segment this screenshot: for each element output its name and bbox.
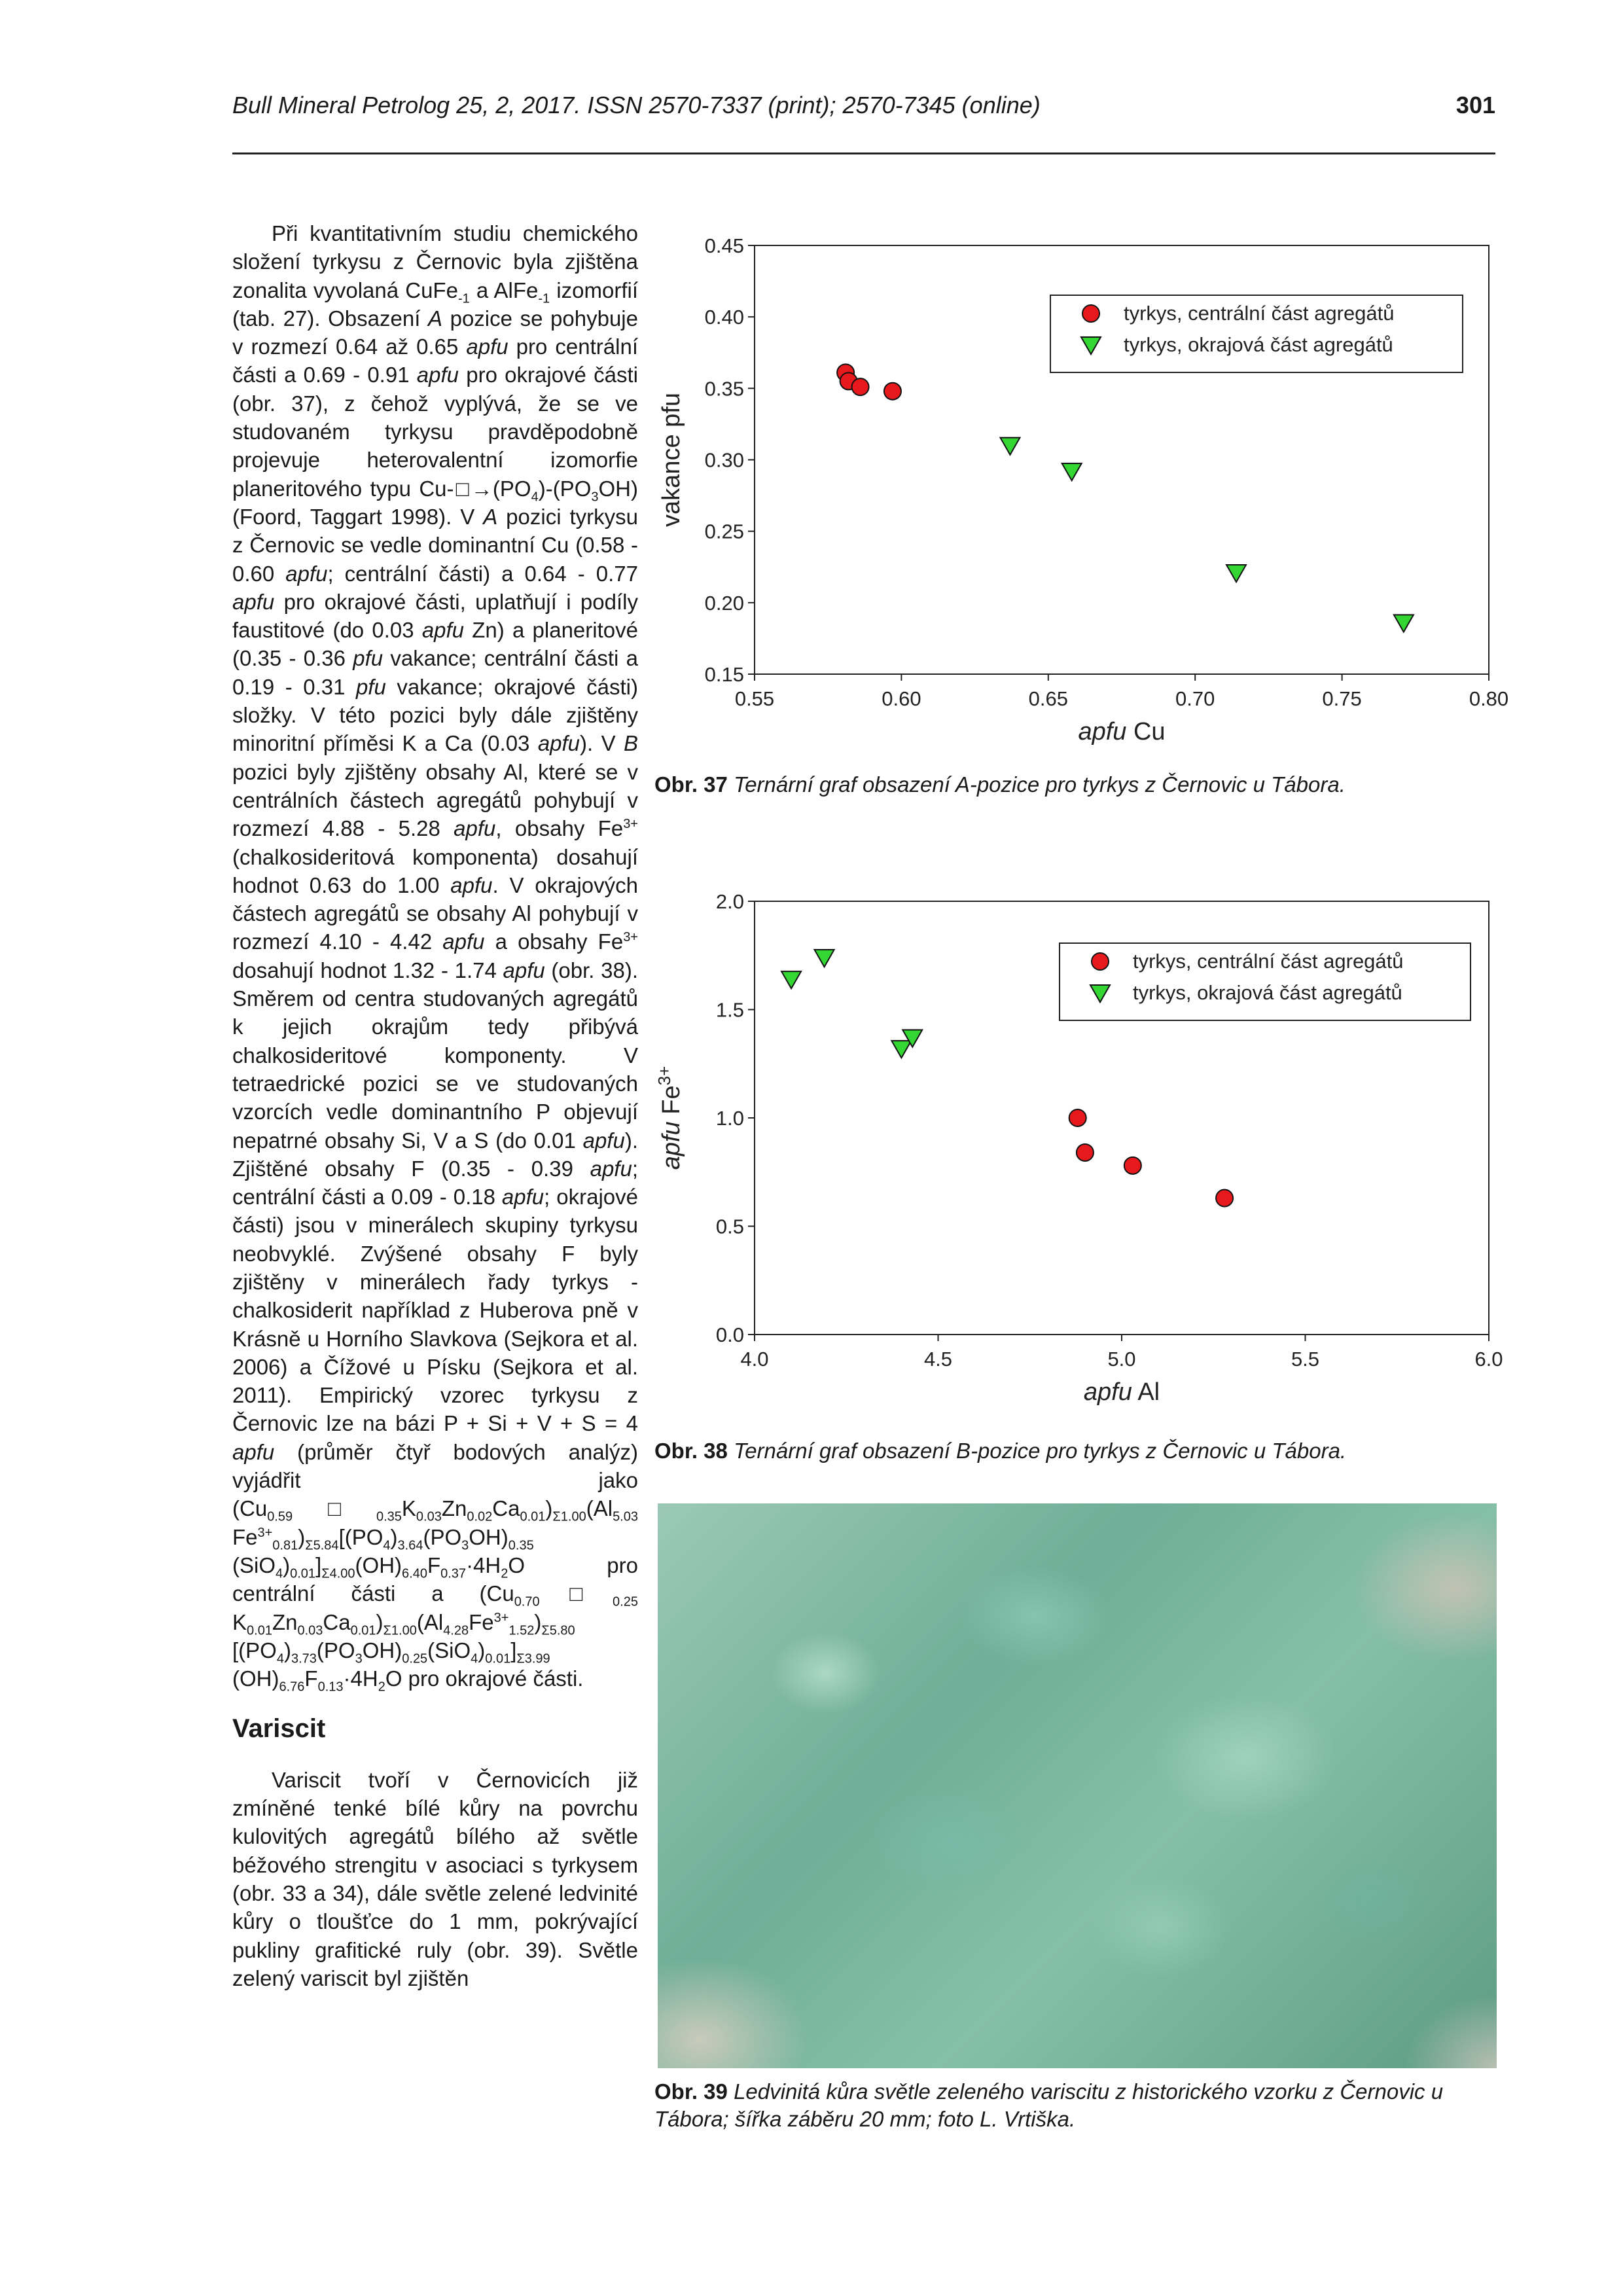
y-tick-label: 0.15: [704, 663, 744, 686]
data-point-central: [1069, 1109, 1086, 1126]
data-point-rim: [1000, 438, 1020, 455]
x-tick-label: 0.80: [1469, 687, 1509, 710]
empirical-formula: $(Cu_{0.59}□_{0.35}K_{0.03}Zn_{0.02}Ca_{0.01})_{\Sigma 1.00}(Al_{5.03}$ $Fe^{3+}_{0.81})_{\Sigma 5.84}[(PO_4)_{3.64}(PO_3OH)_{0.35}$ $(SiO_4)_{0.01}]_{\Sigma 4.00}(OH)_{6.40}F_{0.37}\cdot 4H_2O$ pro centrální části a ($Cu_{0.70}□_{0.25}$ $K_{0.01}Zn_{0.03}Ca_{0.01})_{\Sigma 1.00}(Al_{4.28}Fe^{3+}_{1.52})_{\Sigma 5.80}$ $[(PO_4)_{3.73}(PO_3OH)_{0.25}(SiO_4)_{0.01}]_{\Sigma 3.99}$ $(OH)_{6.76}F_{0.13}\cdot 4H_2O$ pro okrajové části.: [232, 1496, 638, 1695]
legend-label: tyrkys, okrajová část agregátů: [1124, 333, 1393, 356]
y-tick-label: 1.5: [715, 998, 744, 1022]
data-point-central: [852, 378, 869, 395]
legend-label: tyrkys, okrajová část agregátů: [1133, 981, 1402, 1004]
x-tick-label: 0.65: [1028, 687, 1068, 710]
data-point-rim: [1062, 463, 1082, 480]
x-axis-label: apfu Al: [1083, 1378, 1160, 1406]
y-tick-label: 0.20: [704, 591, 744, 615]
y-tick-label: 0.25: [704, 520, 744, 543]
data-point-central: [1124, 1157, 1141, 1174]
header-rule: [232, 152, 1495, 154]
page-header: [232, 92, 1495, 131]
x-tick-label: 6.0: [1474, 1348, 1503, 1371]
x-tick-label: 5.5: [1291, 1348, 1320, 1371]
legend-marker: [1082, 305, 1099, 322]
data-point-rim: [891, 1041, 911, 1058]
x-tick-label: 4.0: [740, 1348, 769, 1371]
data-point-central: [1216, 1189, 1233, 1206]
data-point-rim: [781, 971, 801, 988]
journal-citation: Bull Mineral Petrolog 25, 2, 2017. ISSN 2570-7337 (print); 2570-7345 (online): [232, 92, 1041, 118]
paragraph-variscit: Variscit tvoří v Černovicích již zmíněné tenké bílé kůry na povrchu kulovitých agregátů bílého až světle béžového strengitu v asociaci s tyrkysem (obr. 33 a 34), dále světle zelené ledvinité kůry o tloušťce do 1 mm, pokrývající pukliny grafitické ruly (obr. 39). Světle zelený variscit byl zjištěn: [232, 1767, 638, 1990]
section-title-variscit: Variscit: [232, 1714, 326, 1744]
chart-fig37: [658, 232, 1509, 762]
x-axis-label: apfu Cu: [1078, 718, 1166, 745]
legend-label: tyrkys, centrální část agregátů: [1124, 302, 1395, 325]
y-tick-label: 0.45: [704, 234, 744, 257]
legend-marker: [1092, 953, 1109, 970]
y-tick-label: 0.0: [715, 1323, 744, 1346]
x-tick-label: 4.5: [923, 1348, 953, 1371]
data-point-central: [1077, 1144, 1094, 1161]
chart-fig38: [654, 887, 1503, 1430]
caption-fig39: Obr. 39 Ledvinitá kůra světle zeleného variscitu z historického vzorku z Černovic u Tábora; šířka záběru 20 mm; foto L. Vrtiška.: [654, 2079, 1444, 2131]
data-point-central: [884, 383, 901, 400]
y-tick-label: 0.35: [704, 377, 744, 401]
x-tick-label: 0.55: [734, 687, 775, 710]
x-tick-label: 0.60: [882, 687, 921, 710]
y-tick-label: 1.0: [715, 1107, 744, 1130]
data-point-rim: [815, 950, 834, 967]
y-tick-label: 0.5: [715, 1215, 744, 1238]
x-tick-label: 5.0: [1107, 1348, 1136, 1371]
legend-label: tyrkys, centrální část agregátů: [1133, 950, 1404, 973]
page-number: 301: [1455, 92, 1495, 118]
y-axis-label: apfu $Fe^{3+}$: [654, 1066, 685, 1170]
caption-fig38: Obr. 38 Ternární graf obsazení B-pozice pro tyrkys z Černovic u Tábora.: [654, 1439, 1347, 1463]
y-tick-label: 2.0: [715, 890, 744, 913]
caption-fig37: Obr. 37 Ternární graf obsazení A-pozice pro tyrkys z Černovic u Tábora.: [654, 772, 1346, 797]
paragraph-chemistry: Při kvantitativním studiu chemického složení tyrkysu z Černovic byla zjištěna zonalita vyvolaná CuFe$_{-1}$ a AlFe$_{-1}$ izomorfií (tab. 27). Obsazení A pozice se pohybuje v rozmezí 0.64 až 0.65 apfu pro centrální části a 0.69 - 0.91 apfu pro okrajové části (obr. 37), z čehož vyplývá, že se ve studovaném tyrkysu pravděpodobně projevuje heterovalentní izomorfie planeritového typu $Cu-□\to(PO_4)-(PO_3OH)$ (Foord, Taggart 1998). V A pozici tyrkysu z Černovic se vedle dominantní Cu (0.58 - 0.60 apfu; centrální části) a 0.64 - 0.77 apfu pro okrajové části, uplatňují i podíly faustitové (do 0.03 apfu Zn) a planeritové (0.35 - 0.36 pfu vakance; centrální části a 0.19 - 0.31 pfu vakance; okrajové části) složky. V této pozici byly dále zjištěny minoritní příměsi K a Ca (0.03 apfu). V B pozici byly zjištěny obsahy Al, které se v centrálních částech agregátů pohybují v rozmezí 4.88 - 5.28 apfu, obsahy $Fe^{3+}$ (chalkosideritová komponenta) dosahují hodnot 0.63 do 1.00 apfu. V okrajových částech agregátů se obsahy Al pohybují v rozmezí 4.10 - 4.42 apfu a obsahy $Fe^{3+}$ dosahují hodnot 1.32 - 1.74 apfu (obr. 38). Směrem od centra studovaných agregátů k jejich okrajům tedy přibývá chalkosideritové komponenty. V tetraedrické pozici se ve studovaných vzorcích vedle dominantního P objevují nepatrné obsahy Si, V a S (do 0.01 apfu). Zjištěné obsahy F (0.35 - 0.39 apfu; centrální části a 0.09 - 0.18 apfu; okrajové části) jsou v minerálech skupiny tyrkysu neobvyklé. Zvýšené obsahy F byly zjištěny v minerálech řady tyrkys - chalkosiderit například z Huberova pně v Krásně u Horního Slavkova (Sejkora et al. 2006) a Čížové u Písku (Sejkora et al. 2011). Empirický vzorec tyrkysu z Černovic lze na bázi P + Si + V + S = 4 apfu (průměr čtyř bodových analýz) vyjádřit jako $(Cu_{0.59}□_{0.35}K_{0.03}Zn_{0.02}Ca_{0.01})_{\Sigma 1.00}(Al_{5.03}$ $Fe^{3+}_{0.81})_{\Sigma 5.84}[(PO_4)_{3.64}(PO_3OH)_{0.35}$ $(SiO_4)_{0.01}]_{\Sigma 4.00}(OH)_{6.40}F_{0.37}\cdot 4H_2O$ pro centrální části a ($Cu_{0.70}□_{0.25}$ $K_{0.01}Zn_{0.03}Ca_{0.01})_{\Sigma 1.00}(Al_{4.28}Fe^{3+}_{1.52})_{\Sigma 5.80}$ $[(PO_4)_{3.73}(PO_3OH)_{0.25}(SiO_4)_{0.01}]_{\Sigma 3.99}$ $(OH)_{6.76}F_{0.13}\cdot 4H_2O$ pro okrajové části.: [232, 221, 639, 1695]
data-point-rim: [1226, 565, 1246, 582]
variscite-photo: [658, 1503, 1497, 2068]
data-point-rim: [1394, 615, 1414, 632]
x-tick-label: 0.70: [1175, 687, 1215, 710]
y-axis-label: vakance pfu: [658, 393, 685, 527]
left-text-column: [232, 219, 638, 1992]
y-tick-label: 0.30: [704, 448, 744, 472]
y-tick-label: 0.40: [704, 306, 744, 329]
x-tick-label: 0.75: [1322, 687, 1362, 710]
